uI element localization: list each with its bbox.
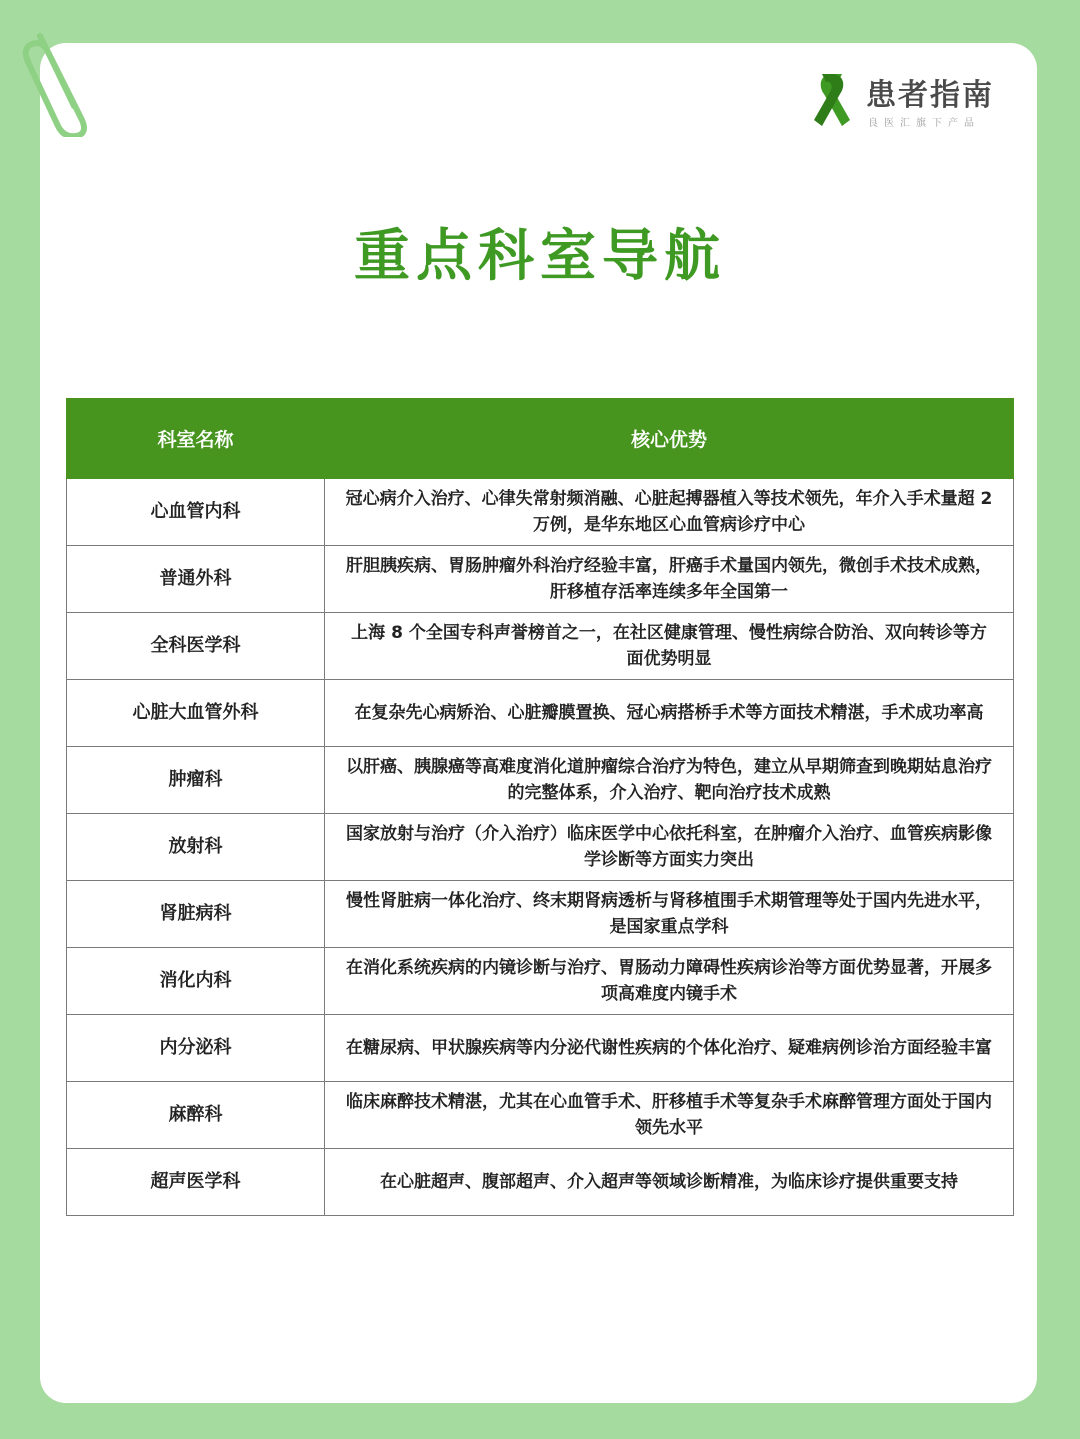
department-advantage: 上海 8 个全国专科声誉榜首之一，在社区健康管理、慢性病综合防治、双向转诊等方面优势明显 [325,613,1014,680]
table-row [67,1082,1014,1149]
brand-logo [812,68,1012,134]
department-advantage: 在心脏超声、腹部超声、介入超声等领域诊断精准，为临床诊疗提供重要支持 [325,1149,1014,1216]
department-name: 心血管内科 [67,479,325,546]
department-name: 消化内科 [67,948,325,1015]
table-row [67,1015,1014,1082]
department-name: 心脏大血管外科 [67,680,325,747]
table-row [67,948,1014,1015]
table-header [67,399,1014,479]
department-advantage: 国家放射与治疗（介入治疗）临床医学中心依托科室，在肿瘤介入治疗、血管疾病影像学诊断等方面实力突出 [325,814,1014,881]
department-advantage: 在消化系统疾病的内镜诊断与治疗、胃肠动力障碍性疾病诊治等方面优势显著，开展多项高难度内镜手术 [325,948,1014,1015]
department-advantage: 在糖尿病、甲状腺疾病等内分泌代谢性疾病的个体化治疗、疑难病例诊治方面经验丰富 [325,1015,1014,1082]
header-department-name: 科室名称 [67,399,325,479]
paperclip-icon [18,22,98,137]
table-row [67,814,1014,881]
department-name: 肾脏病科 [67,881,325,948]
department-name: 内分泌科 [67,1015,325,1082]
table-row [67,479,1014,546]
table-row [67,881,1014,948]
department-advantage: 在复杂先心病矫治、心脏瓣膜置换、冠心病搭桥手术等方面技术精湛，手术成功率高 [325,680,1014,747]
table-row [67,546,1014,613]
department-table [66,398,1014,1216]
department-name: 放射科 [67,814,325,881]
header-core-advantage: 核心优势 [325,399,1014,479]
department-advantage: 肝胆胰疾病、胃肠肿瘤外科治疗经验丰富，肝癌手术量国内领先，微创手术技术成熟，肝移植存活率连续多年全国第一 [325,546,1014,613]
department-name: 肿瘤科 [67,747,325,814]
table-body [67,479,1014,1216]
table-row [67,747,1014,814]
department-advantage: 以肝癌、胰腺癌等高难度消化道肿瘤综合治疗为特色，建立从早期筛查到晚期姑息治疗的完整体系，介入治疗、靶向治疗技术成熟 [325,747,1014,814]
table-row [67,680,1014,747]
page-title: 重点科室导航 [354,224,726,289]
brand-tagline: 良医汇旗下产品 [868,118,980,129]
department-name: 麻醉科 [67,1082,325,1149]
table-row [67,613,1014,680]
table-row [67,1149,1014,1216]
department-name: 全科医学科 [67,613,325,680]
department-name: 超声医学科 [67,1149,325,1216]
department-advantage: 慢性肾脏病一体化治疗、终末期肾病透析与肾移植围手术期管理等处于国内先进水平，是国家重点学科 [325,881,1014,948]
ribbon-icon [812,68,852,130]
department-name: 普通外科 [67,546,325,613]
department-advantage: 冠心病介入治疗、心律失常射频消融、心脏起搏器植入等技术领先，年介入手术量超 2 万例，是华东地区心血管病诊疗中心 [325,479,1014,546]
header-row [67,399,1014,479]
brand-name: 患者指南 [866,78,994,113]
department-advantage: 临床麻醉技术精湛，尤其在心血管手术、肝移植手术等复杂手术麻醉管理方面处于国内领先水平 [325,1082,1014,1149]
